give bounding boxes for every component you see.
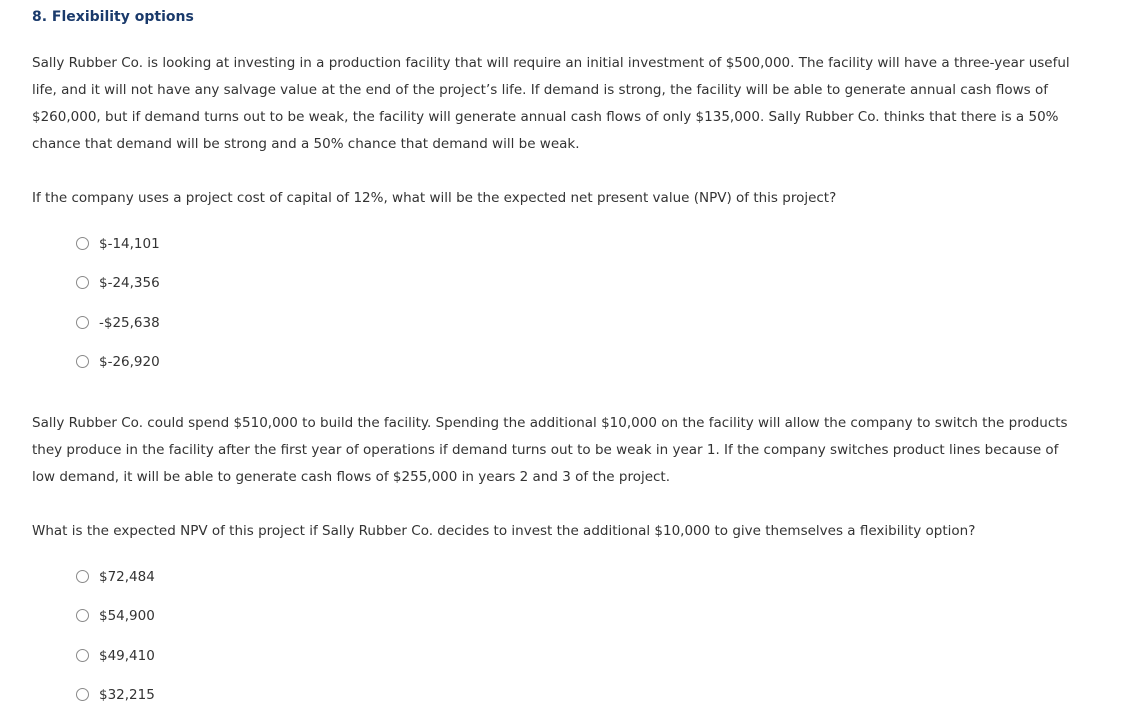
question-1-option-2[interactable] — [76, 272, 160, 311]
option-label: $72,484 — [99, 569, 155, 585]
radio-button-icon[interactable] — [76, 609, 89, 622]
question-1-option-1[interactable] — [76, 233, 160, 272]
option-label: $49,410 — [99, 647, 155, 664]
radio-button-icon[interactable] — [76, 276, 89, 289]
option-label: $-14,101 — [99, 236, 160, 252]
question-1-options — [76, 233, 160, 390]
radio-button-icon[interactable] — [76, 237, 89, 250]
option-label: $-26,920 — [99, 353, 160, 370]
question-2-options — [76, 566, 155, 723]
scenario-2-paragraph: Sally Rubber Co. could spend $510,000 to build the facility. Spending the additional $10,000 on the facility will allow the company to switch the products they produce in the facility after the first year of operations if demand turns out to be weak in year 1. If the company switches product lines because of low demand, it will be able to generate cash flows of $255,000 in years 2 and 3 of the project. — [32, 415, 1068, 485]
radio-button-icon[interactable] — [76, 355, 89, 368]
option-label: $-24,356 — [99, 275, 160, 292]
option-label: $54,900 — [99, 608, 155, 625]
option-label: -$25,638 — [99, 314, 160, 331]
question-2-option-1[interactable] — [76, 566, 155, 605]
question-2-option-2[interactable] — [76, 605, 155, 644]
question-2-prompt: What is the expected NPV of this project if Sally Rubber Co. decides to invest the additional $10,000 to give themselves a flexibility option? — [32, 523, 976, 539]
radio-button-icon[interactable] — [76, 570, 89, 583]
option-label: $32,215 — [99, 686, 155, 703]
radio-button-icon[interactable] — [76, 649, 89, 662]
question-2-option-4[interactable] — [76, 684, 155, 723]
question-1-option-4[interactable] — [76, 351, 160, 390]
intro-paragraph: Sally Rubber Co. is looking at investing in a production facility that will require an initial investment of $500,000. The facility will have a three-year useful life, and it will not have any salvage value at the end of the project’s life. If demand is strong, the facility will be able to generate annual cash flows of $260,000, but if demand turns out to be weak, the facility will generate annual cash flows of only $135,000. Sally Rubber Co. thinks that there is a 50% chance that demand will be strong and a 50% chance that demand will be weak. — [32, 55, 1070, 152]
radio-button-icon[interactable] — [76, 688, 89, 701]
question-1-prompt: If the company uses a project cost of capital of 12%, what will be the expected net present value (NPV) of this project? — [32, 190, 837, 206]
radio-button-icon[interactable] — [76, 316, 89, 329]
question-2-option-3[interactable] — [76, 645, 155, 684]
question-title: 8. Flexibility options — [32, 9, 194, 25]
question-1-option-3[interactable] — [76, 312, 160, 351]
